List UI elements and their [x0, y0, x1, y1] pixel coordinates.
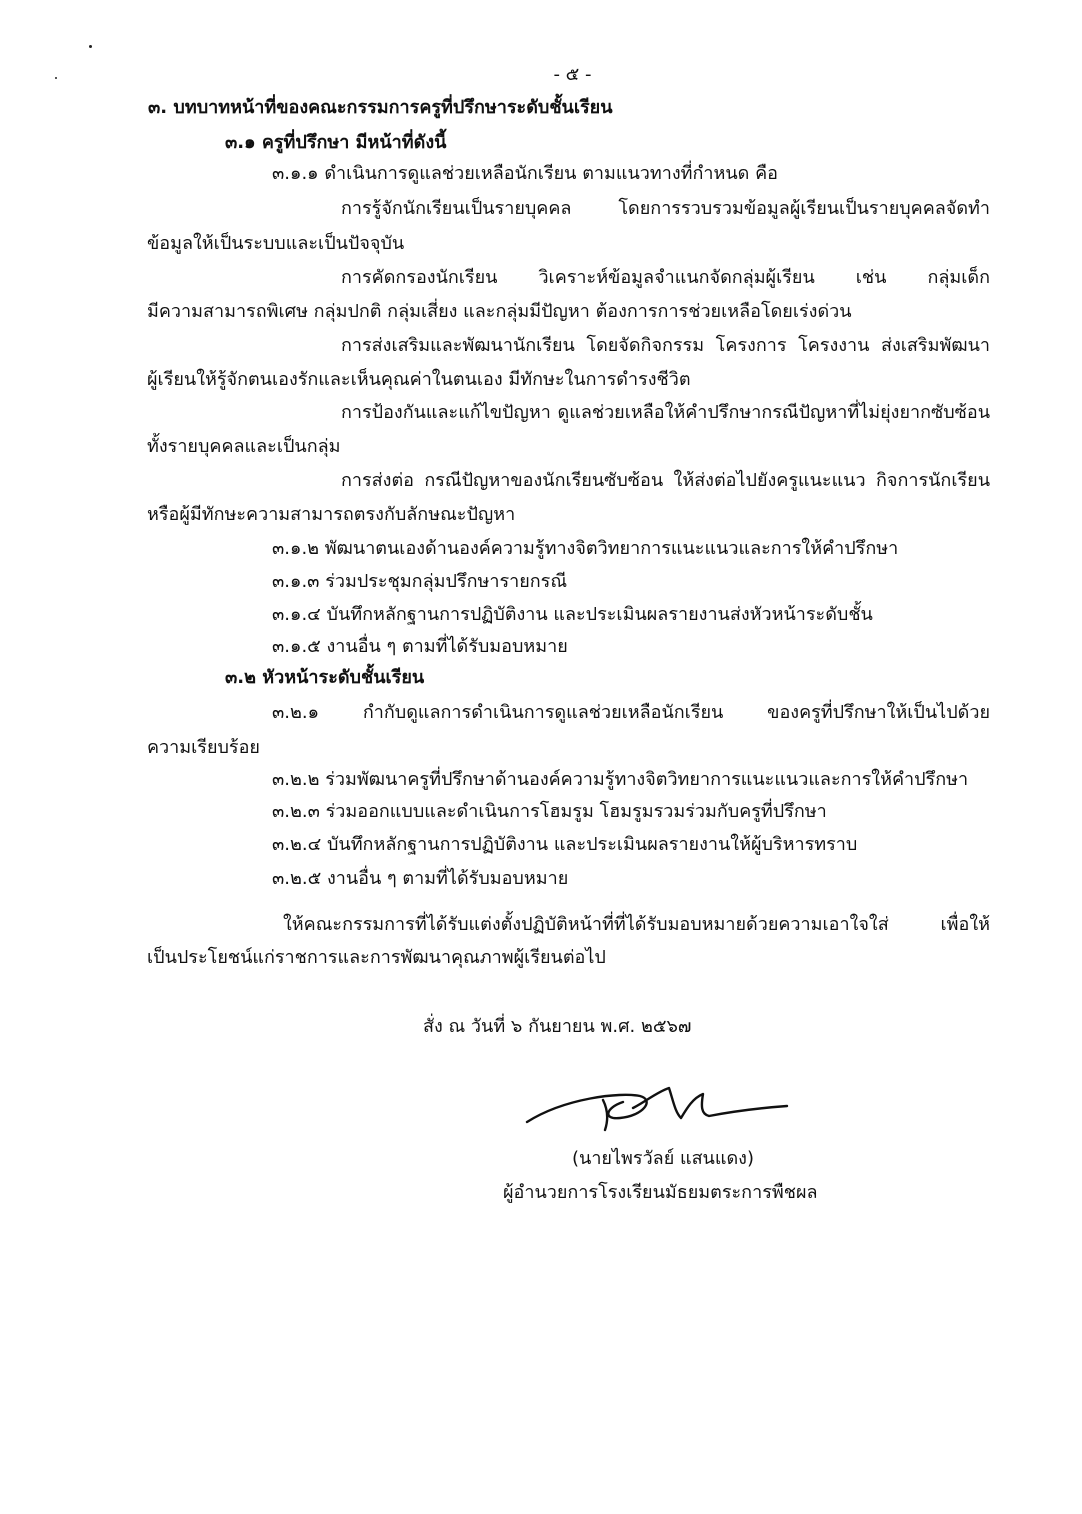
page-number: - ๕ - — [553, 64, 592, 85]
section-3-heading: ๓. บทบาทหน้าที่ของคณะกรรมการครูที่ปรึกษาระดับชั้นเรียน — [148, 97, 613, 118]
para-prevention-line1: การป้องกันและแก้ไขปัญหา ดูแลช่วยเหลือให้คำปรึกษากรณีปัญหาที่ไม่ยุ่งยากซับซ้อน — [341, 402, 990, 423]
para-promotion-line2: ผู้เรียนให้รู้จักตนเองรักและเห็นคุณค่าในตนเอง มีทักษะในการดำรงชีวิต — [147, 369, 691, 390]
para-referral-line2: หรือผู้มีทักษะความสามารถตรงกับลักษณะปัญหา — [147, 504, 516, 525]
order-date: สั่ง ณ วันที่ ๖ กันยายน พ.ศ. ๒๕๖๗ — [423, 1016, 692, 1037]
item-3-1-5: ๓.๑.๕ งานอื่น ๆ ตามที่ได้รับมอบหมาย — [272, 636, 568, 657]
signature-image — [525, 1078, 795, 1138]
item-3-1-3: ๓.๑.๓ ร่วมประชุมกลุ่มปรึกษารายกรณี — [272, 571, 568, 592]
item-3-2-4: ๓.๒.๔ บันทึกหลักฐานการปฏิบัติงาน และประเมินผลรายงานให้ผู้บริหารทราบ — [272, 834, 858, 855]
item-3-1-2: ๓.๑.๒ พัฒนาตนเองด้านองค์ความรู้ทางจิตวิทยาการแนะแนวและการให้คำปรึกษา — [272, 538, 899, 559]
para-referral-line1: การส่งต่อ กรณีปัญหาของนักเรียนซับซ้อน ให้ส่งต่อไปยังครูแนะแนว กิจการนักเรียน — [341, 470, 990, 491]
section-3-1-heading: ๓.๑ ครูที่ปรึกษา มีหน้าที่ดังนี้ — [225, 132, 447, 153]
para-screening-line2: มีความสามารถพิเศษ กลุ่มปกติ กลุ่มเสี่ยง และกลุ่มมีปัญหา ต้องการการช่วยเหลือโดยเร่งด่วน — [147, 301, 852, 322]
scan-speck — [89, 45, 92, 48]
signer-name: (นายไพรวัลย์ แสนแดง) — [572, 1148, 754, 1169]
para-screening-line1: การคัดกรองนักเรียน วิเคราะห์ข้อมูลจำแนกจัดกลุ่มผู้เรียน เช่น กลุ่มเด็ก — [341, 267, 990, 288]
item-3-2-1-line2: ความเรียบร้อย — [147, 737, 260, 758]
item-3-2-2: ๓.๒.๒ ร่วมพัฒนาครูที่ปรึกษาด้านองค์ความรู้ทางจิตวิทยาการแนะแนวและการให้คำปรึกษา — [272, 769, 969, 790]
closing-line1: ให้คณะกรรมการที่ได้รับแต่งตั้งปฏิบัติหน้าที่ที่ได้รับมอบหมายด้วยความเอาใจใส่ เพื่อให้ — [283, 914, 990, 935]
closing-line2: เป็นประโยชน์แก่ราชการและการพัฒนาคุณภาพผู้เรียนต่อไป — [147, 947, 606, 968]
item-3-2-3: ๓.๒.๓ ร่วมออกแบบและดำเนินการโฮมรูม โฮมรูมรวมร่วมกับครูที่ปรึกษา — [272, 801, 827, 822]
item-3-1-4: ๓.๑.๔ บันทึกหลักฐานการปฏิบัติงาน และประเมินผลรายงานส่งหัวหน้าระดับชั้น — [272, 604, 873, 625]
item-3-1-1: ๓.๑.๑ ดำเนินการดูแลช่วยเหลือนักเรียน ตามแนวทางที่กำหนด คือ — [272, 163, 778, 184]
para-know-students-line2: ข้อมูลให้เป็นระบบและเป็นปัจจุบัน — [147, 233, 405, 254]
signer-title: ผู้อำนวยการโรงเรียนมัธยมตระการพืชผล — [503, 1182, 818, 1203]
section-3-2-heading: ๓.๒ หัวหน้าระดับชั้นเรียน — [225, 667, 425, 688]
para-prevention-line2: ทั้งรายบุคคลและเป็นกลุ่ม — [147, 436, 341, 457]
item-3-2-5: ๓.๒.๕ งานอื่น ๆ ตามที่ได้รับมอบหมาย — [272, 868, 569, 889]
para-know-students-line1: การรู้จักนักเรียนเป็นรายบุคคล โดยการรวบรวมข้อมูลผู้เรียนเป็นรายบุคคลจัดทำ — [341, 198, 990, 219]
item-3-2-1-line1: ๓.๒.๑ กำกับดูแลการดำเนินการดูแลช่วยเหลือนักเรียน ของครูที่ปรึกษาให้เป็นไปด้วย — [272, 702, 990, 723]
scan-speck — [55, 77, 57, 79]
para-promotion-line1: การส่งเสริมและพัฒนานักเรียน โดยจัดกิจกรรม โครงการ โครงงาน ส่งเสริมพัฒนา — [341, 335, 990, 356]
